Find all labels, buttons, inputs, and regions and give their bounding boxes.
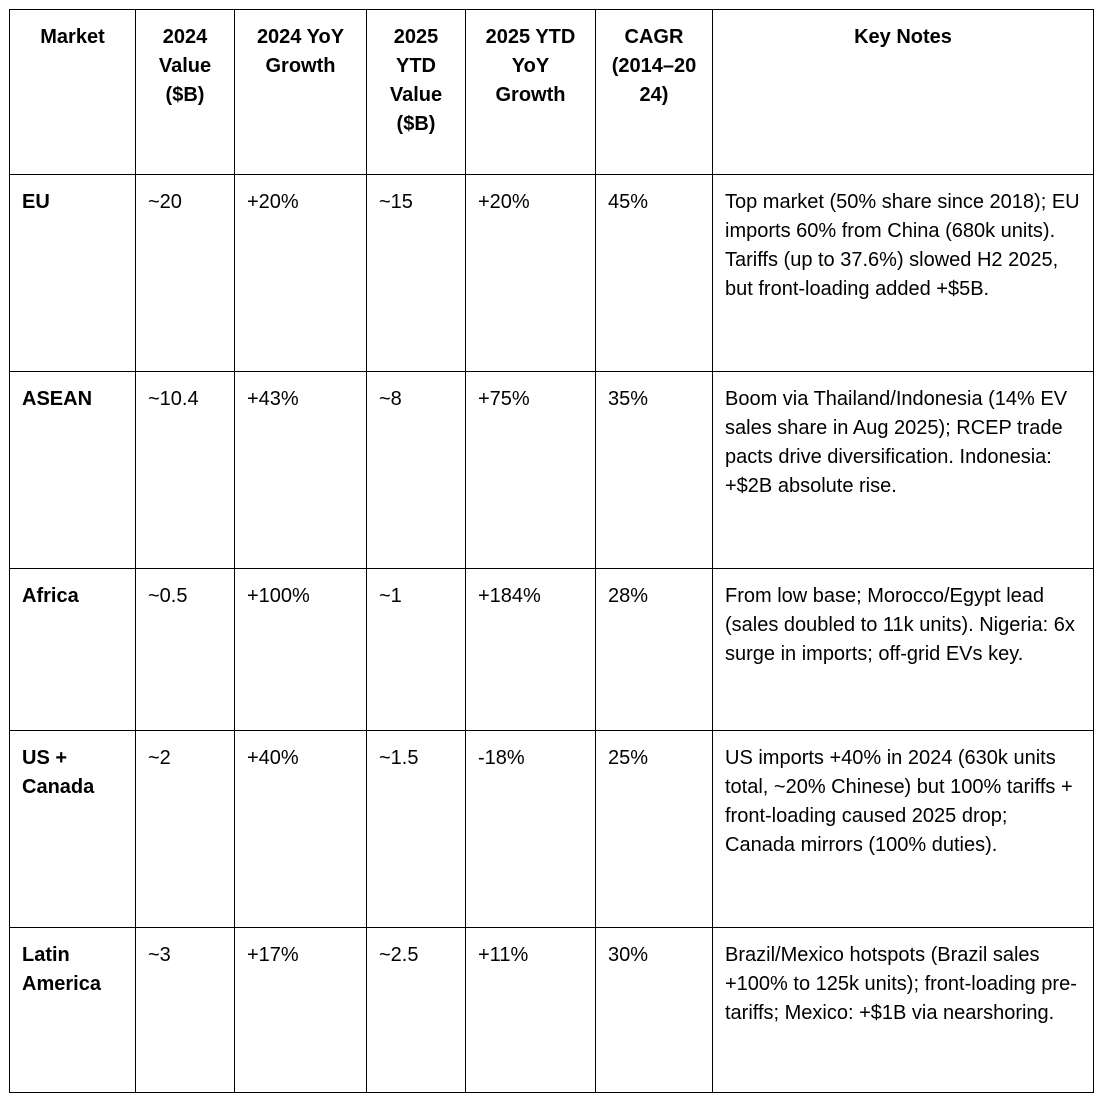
table-row	[10, 731, 1094, 928]
header-key-notes: Key Notes	[713, 10, 1094, 175]
cell-2024-value: ~2	[136, 731, 235, 928]
cell-2024-yoy-growth: +20%	[235, 175, 367, 372]
cell-2025-ytd-value: ~1.5	[367, 731, 466, 928]
cell-2024-value: ~0.5	[136, 569, 235, 731]
cell-2024-yoy-growth: +40%	[235, 731, 367, 928]
cell-2025-ytd-value: ~1	[367, 569, 466, 731]
header-2025-ytd-value: 2025 YTD Value ($B)	[367, 10, 466, 175]
cell-2024-value: ~10.4	[136, 372, 235, 569]
header-2024-value: 2024 Value ($B)	[136, 10, 235, 175]
cell-key-notes: Boom via Thailand/Indonesia (14% EV sales share in Aug 2025); RCEP trade pacts drive diversification. Indonesia: +$2B absolute rise.	[713, 372, 1094, 569]
cell-2025-ytd-value: ~2.5	[367, 928, 466, 1093]
header-cagr: CAGR (2014–20 24)	[596, 10, 713, 175]
cell-key-notes: US imports +40% in 2024 (630k units total, ~20% Chinese) but 100% tariffs + front-loading caused 2025 drop; Canada mirrors (100% duties).	[713, 731, 1094, 928]
cell-market: ASEAN	[10, 372, 136, 569]
cell-market: US + Canada	[10, 731, 136, 928]
header-row	[10, 10, 1094, 175]
cell-2025-ytd-yoy-growth: +20%	[466, 175, 596, 372]
cell-2025-ytd-yoy-growth: +75%	[466, 372, 596, 569]
header-market: Market	[10, 10, 136, 175]
cell-cagr: 30%	[596, 928, 713, 1093]
table-row	[10, 372, 1094, 569]
cell-key-notes: Top market (50% share since 2018); EU imports 60% from China (680k units). Tariffs (up to 37.6%) slowed H2 2025, but front-loading added +$5B.	[713, 175, 1094, 372]
cell-2024-value: ~20	[136, 175, 235, 372]
cell-2025-ytd-yoy-growth: +184%	[466, 569, 596, 731]
cell-2025-ytd-yoy-growth: -18%	[466, 731, 596, 928]
table-row	[10, 928, 1094, 1093]
cell-cagr: 35%	[596, 372, 713, 569]
cell-2025-ytd-value: ~8	[367, 372, 466, 569]
cell-cagr: 45%	[596, 175, 713, 372]
cell-key-notes: Brazil/Mexico hotspots (Brazil sales +100% to 125k units); front-loading pre-tariffs; Mexico: +$1B via nearshoring.	[713, 928, 1094, 1093]
cell-market: EU	[10, 175, 136, 372]
cell-2024-value: ~3	[136, 928, 235, 1093]
header-2024-yoy-growth: 2024 YoY Growth	[235, 10, 367, 175]
table-row	[10, 569, 1094, 731]
cell-market: Latin America	[10, 928, 136, 1093]
header-2025-ytd-yoy-growth: 2025 YTD YoY Growth	[466, 10, 596, 175]
cell-cagr: 28%	[596, 569, 713, 731]
cell-2025-ytd-value: ~15	[367, 175, 466, 372]
cell-market: Africa	[10, 569, 136, 731]
table-row	[10, 175, 1094, 372]
cell-2024-yoy-growth: +100%	[235, 569, 367, 731]
cell-2024-yoy-growth: +43%	[235, 372, 367, 569]
cell-2024-yoy-growth: +17%	[235, 928, 367, 1093]
cell-2025-ytd-yoy-growth: +11%	[466, 928, 596, 1093]
cell-cagr: 25%	[596, 731, 713, 928]
cell-key-notes: From low base; Morocco/Egypt lead (sales doubled to 11k units). Nigeria: 6x surge in imports; off-grid EVs key.	[713, 569, 1094, 731]
ev-export-markets-table	[9, 9, 1094, 1093]
